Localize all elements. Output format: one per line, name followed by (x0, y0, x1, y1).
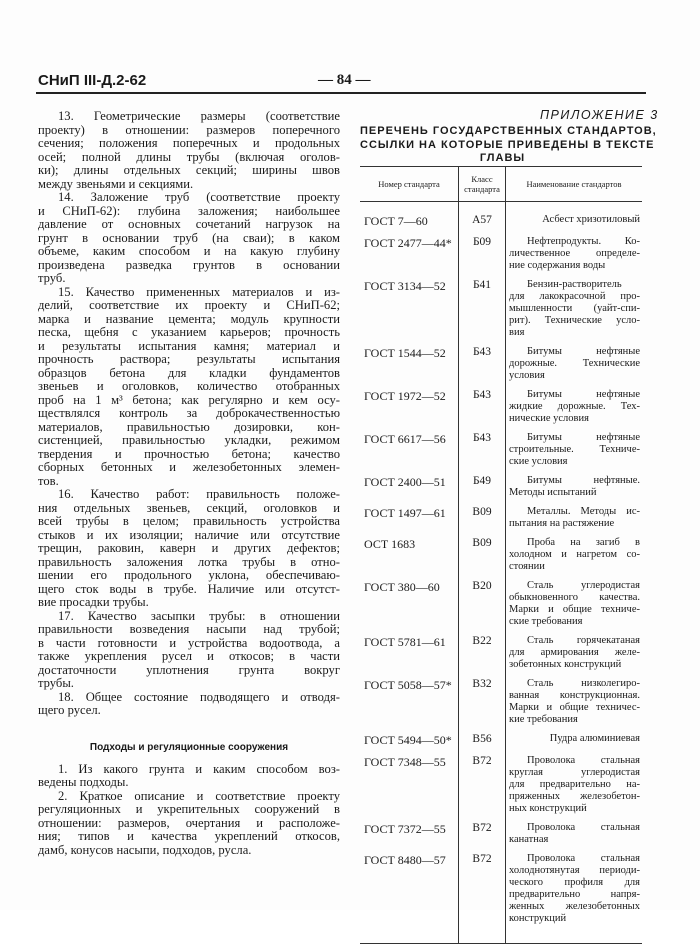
standard-number: ГОСТ 2400—51 (364, 475, 446, 489)
text-line: объеме, каким способом и на какую глубину (38, 244, 340, 258)
standard-name (506, 846, 643, 944)
text-line: ванная конструкционная. (509, 690, 640, 701)
text-line: Проба на загиб в (527, 537, 640, 548)
text-line: вие просадки трубы. (38, 595, 149, 609)
text-line: проекту) в отношении: размеров поперечного (38, 122, 340, 137)
text-line: ных конструкций (509, 803, 587, 814)
text-line: для лакокрасочной про- (509, 291, 640, 302)
text-line: отношении: размеров, очертания и расположе- (38, 815, 340, 830)
text-line: Асбест хризотиловый (542, 214, 640, 225)
paragraph (38, 191, 340, 286)
standard-class: Б49 (459, 468, 506, 499)
page-number: — 84 — (318, 72, 371, 88)
paragraph (38, 286, 340, 489)
text-line: Марки и общие техничес- (509, 702, 640, 713)
text-line: 2. Краткое описание и соответствие проекту (58, 788, 340, 803)
standard-name (506, 530, 643, 573)
text-line: ществлялся контроль за доброкачественностью (38, 406, 340, 420)
text-line: достаточности уплотнения грунта вокруг (38, 662, 340, 677)
standard-name (506, 272, 643, 339)
appendix-label: ПРИЛОЖЕНИЕ 3 (540, 108, 659, 122)
text-line: ние содержания воды (509, 260, 606, 271)
text-line: в части готовности и устройства водоотвода, а (38, 635, 340, 650)
text-line: Металлы. Методы ис- (527, 506, 640, 517)
text-line: ния; типов и качества укреплений откосов, (38, 829, 340, 843)
text-line: прочность раствора; результаты испытания (38, 352, 340, 366)
table-row (360, 573, 642, 628)
text-line: ческого профиля для (509, 877, 640, 888)
text-line: женных железобетонных (509, 901, 640, 912)
text-line: трубы. (38, 676, 74, 690)
text-line: правильность заложения лотка трубы в отно- (38, 554, 340, 569)
text-line: давление от основных сочетаний нагрузок на (38, 217, 340, 231)
table-row (360, 468, 642, 499)
standard-number: ГОСТ 2477—44* (364, 236, 452, 250)
text-line: для предварительно на- (509, 779, 640, 790)
standard-class: В56 (459, 726, 506, 748)
text-line: материалов, правильностью дозировки, кон- (38, 419, 340, 434)
text-line: трещин, раковин, каверн и других дефектов; (38, 541, 340, 555)
table-row (360, 671, 642, 726)
standard-number: ГОСТ 8480—57 (360, 846, 459, 944)
text-line: Сталь горячекатаная (527, 635, 640, 646)
paragraph (38, 488, 340, 610)
standard-class: Б43 (459, 382, 506, 425)
header-number: Номер стандарта (360, 167, 459, 202)
standard-class: В20 (459, 573, 506, 628)
text-line: щего сток воды в трубе. Наличие или отсутст- (38, 581, 340, 596)
text-line: марка и название цемента; модуль крупности (38, 311, 340, 326)
text-line: пряженных железобетон- (509, 791, 640, 802)
standard-number: ГОСТ 5494—50* (364, 733, 452, 747)
appendix-title (360, 125, 657, 166)
standard-class: А57 (459, 202, 506, 230)
standard-name (506, 748, 643, 815)
paragraph (38, 763, 340, 790)
text-line: ские требования (509, 616, 583, 627)
standard-class: В32 (459, 671, 506, 726)
text-line: Нефтепродукты. Ко- (527, 236, 640, 247)
text-line: стыков и их изоляции; наличие или отсутствие (38, 527, 340, 542)
text-line: Битумы нефтяные (527, 389, 640, 400)
standard-number: ГОСТ 1972—52 (364, 389, 446, 403)
text-line: твердения и прочностью бетона; качество (38, 446, 340, 461)
text-line: ские условия (509, 456, 568, 467)
title-line: ГЛАВЫ (479, 152, 526, 164)
standard-number: ГОСТ 1497—61 (364, 506, 446, 520)
text-line: для армирования желе- (509, 647, 640, 658)
text-line: нические условия (509, 413, 589, 424)
text-line: Проволока стальная (527, 853, 640, 864)
text-line: холодном и нагретом со- (509, 549, 640, 560)
table-row (360, 202, 642, 230)
table-row (360, 425, 642, 468)
standard-name (506, 382, 643, 425)
text-line: 15. Качество примененных материалов и из- (58, 284, 340, 299)
text-line: Сталь низколегиро- (527, 678, 640, 689)
standard-number: ГОСТ 7348—55 (364, 755, 446, 769)
header-class: Класс стандарта (459, 167, 506, 202)
inspection-items (38, 110, 340, 718)
text-line: Марки и общие техниче- (509, 604, 640, 615)
text-line: проб на 1 м³ бетона; как регулярно и кем осу- (38, 392, 340, 407)
standard-class: В09 (459, 530, 506, 573)
text-line: кие требования (509, 714, 578, 725)
text-line: условия (509, 370, 545, 381)
text-line: тов. (38, 473, 59, 488)
text-line: строительные. Техниче- (509, 444, 640, 455)
text-line: холоднотянутая периоди- (509, 865, 640, 876)
text-line: 14. Заложение труб (соответствие проекту (58, 190, 340, 204)
table-row (360, 382, 642, 425)
text-line: 1. Из какого грунта и каким способом воз- (58, 761, 340, 776)
text-line: обыкновенного качества. (509, 592, 640, 603)
text-line: жидкие дорожные. Тех- (509, 401, 640, 412)
table-row (360, 530, 642, 573)
standard-number: ОСТ 1683 (364, 537, 416, 551)
text-line: Методы испытаний (509, 487, 597, 498)
standard-name (506, 229, 643, 272)
table-row (360, 339, 642, 382)
text-line: пытания на растяжение (509, 518, 615, 529)
text-line: 16. Качество работ: правильность положе- (58, 487, 340, 501)
table-row (360, 748, 642, 815)
text-line: грунт в основании труб (на сваи); в каком (38, 230, 340, 245)
text-line: Проволока стальная (527, 755, 640, 766)
text-line: Пудра алюминиевая (549, 733, 640, 744)
table-row (360, 846, 642, 944)
standard-class: В22 (459, 628, 506, 671)
text-line: Битумы нефтяные (527, 432, 640, 443)
text-line: ки); длины отдельных секций; ширины швов (38, 163, 340, 177)
header-rule (36, 92, 646, 94)
text-line: произведена разведка грунтов в основании (38, 257, 340, 272)
text-line: 13. Геометрические размеры (соответствие (58, 109, 340, 123)
standard-name (506, 726, 643, 748)
standard-name (506, 468, 643, 499)
standard-class: Б43 (459, 339, 506, 382)
text-line: делий, соответствие их проекту и СНиП-62; (38, 298, 340, 312)
text-line: стоянии (509, 561, 545, 572)
text-line: между звеньями и секциями. (38, 176, 194, 191)
standard-number: ГОСТ 5781—61 (364, 635, 446, 649)
standards-table (360, 166, 642, 944)
text-line: также укрепления русел и откосов; в части (38, 649, 340, 663)
standard-name (506, 573, 643, 628)
text-line: конструкций (509, 913, 567, 924)
text-line: систенцией, правильностью укладки, режимом (38, 433, 340, 447)
text-line: регуляционных и укрепительных сооружений в (38, 802, 340, 816)
standard-number: ГОСТ 1544—52 (364, 346, 446, 360)
table-row (360, 272, 642, 339)
text-line: 18. Общее состояние подводящего и отводя- (58, 689, 340, 704)
text-line: вия (509, 327, 525, 338)
paragraph (38, 110, 340, 191)
text-line: сборных бетонных и железобетонных элемен- (38, 460, 340, 474)
text-line: личественное определе- (509, 248, 640, 259)
text-line: образцов бетона для кладки фундаментов (38, 365, 340, 380)
text-line: дамб, конусов насыпи, подходов, русла. (38, 842, 252, 857)
standard-class: Б09 (459, 229, 506, 272)
paragraph (38, 610, 340, 691)
text-line: правильности возведения насыпи над трубой; (38, 622, 340, 636)
text-line: сечения; положения поперечных и продольных (38, 136, 340, 150)
table-row (360, 499, 642, 530)
text-line: и СНиП-62): глубина заложения; наибольшее (38, 203, 340, 218)
paragraph (38, 691, 340, 718)
standard-number: ГОСТ 3134—52 (364, 279, 446, 293)
standard-name (506, 499, 643, 530)
text-line: песка, щебня с указанием карьеров; прочность (38, 325, 340, 339)
title-line: ССЫЛКИ НА КОТОРЫЕ ПРИВЕДЕНЫ В ТЕКСТЕ (360, 138, 655, 151)
text-line: зобетонных конструкций (509, 659, 622, 670)
text-line: труб. (38, 271, 66, 285)
text-line: шении его продольного уклона, обеспечиваю- (38, 568, 340, 582)
standard-name (506, 339, 643, 382)
text-line: Бензин-растворитель (527, 279, 622, 290)
text-line: Битумы нефтяные (527, 346, 640, 357)
standard-name (506, 628, 643, 671)
text-line: всей трубы в целом; правильность устройства (38, 514, 340, 528)
approaches-items (38, 763, 340, 858)
text-line: щего русел. (38, 703, 101, 717)
standard-number: ГОСТ 380—60 (364, 580, 440, 594)
table-row (360, 229, 642, 272)
standard-class: В72 (459, 748, 506, 815)
header-name: Наименование стандартов (506, 167, 643, 202)
standard-name (506, 425, 643, 468)
standard-number: ГОСТ 6617—56 (364, 432, 446, 446)
text-line: осей; полной длины трубы (включая оголов- (38, 149, 340, 164)
text-line: предварительно напря- (509, 889, 640, 900)
standard-number: ГОСТ 7—60 (364, 214, 428, 228)
text-line: Проволока стальная (527, 822, 640, 833)
left-column (38, 110, 340, 857)
table-row (360, 815, 642, 846)
standard-name (506, 815, 643, 846)
standard-name (506, 671, 643, 726)
text-line: канатная (509, 834, 549, 845)
text-line: Битумы нефтяные. (527, 475, 640, 486)
standard-class: В72 (459, 815, 506, 846)
standard-class: Б41 (459, 272, 506, 339)
text-line: 17. Качество засыпки трубы: в отношении (58, 608, 340, 623)
text-line: ния отдельных звеньев, секций, оголовков и (38, 500, 340, 515)
text-line: мышленности (уайт-спи- (509, 303, 640, 314)
text-line: круглая углеродистая (509, 767, 640, 778)
standard-name (506, 202, 643, 230)
text-line: рит). Технические усло- (509, 315, 640, 326)
text-line: звеньев и оголовков, количество отобранных (38, 379, 340, 393)
standard-class: В72 (459, 846, 506, 944)
paragraph (38, 790, 340, 858)
standard-class: Б43 (459, 425, 506, 468)
text-line: и результаты испытания камня; материал и (38, 338, 340, 353)
standard-number: ГОСТ 5058—57* (364, 678, 452, 692)
standard-number: ГОСТ 7372—55 (364, 822, 446, 836)
document-code: СНиП III-Д.2-62 (38, 72, 147, 89)
title-line: ПЕРЕЧЕНЬ ГОСУДАРСТВЕННЫХ СТАНДАРТОВ, (360, 125, 657, 137)
text-line: дорожные. Технические (509, 358, 640, 369)
table-row (360, 628, 642, 671)
standard-class: В09 (459, 499, 506, 530)
table-row (360, 726, 642, 748)
section-heading: Подходы и регуляционные сооружения (89, 741, 289, 753)
text-line: ведены подходы. (38, 775, 129, 789)
text-line: Сталь углеродистая (527, 580, 640, 591)
